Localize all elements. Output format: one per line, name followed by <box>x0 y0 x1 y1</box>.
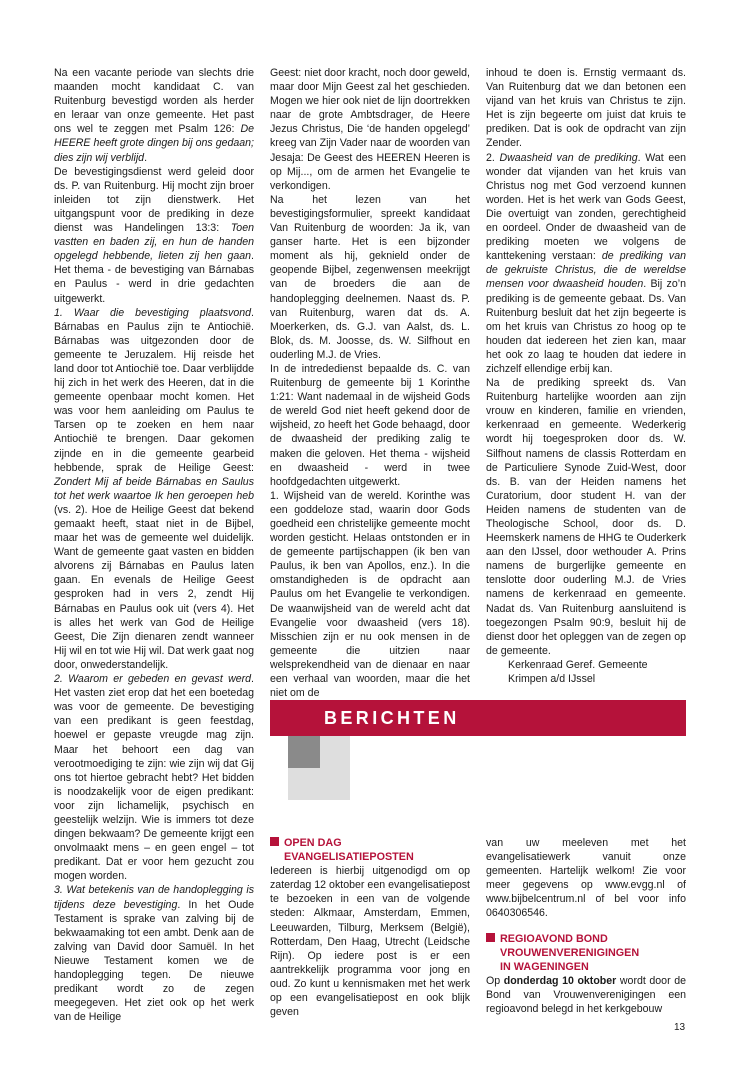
paragraph: 1. Wijsheid van de wereld. Korinthe was een goddeloze stad, waarin door Gods goedheid een christelijke gemeente mocht worden gesticht. Helaas ontstonden er in de gemeente partijschappen (ik ben van Paulus, ik ben van Apollos, enz.). In die omstandigheden is de opdracht aan Paulus om het Evangelie te verkondigen. De waanwijsheid van de wereld acht dat Evangelie voor dwaasheid (vers 18). Misschien zijn er nu ook mensen in de gemeente die uitzien naar welsprekendheid van de dienaar en naar een verhaal van woorden, maar die het niet om de <box>270 489 470 700</box>
decorative-block <box>288 736 320 768</box>
article-column-3 <box>486 66 686 686</box>
decorative-block <box>288 768 320 800</box>
article-column-1 <box>54 66 254 1024</box>
section-title: BERICHTEN <box>324 708 460 728</box>
paragraph: In de intrededienst bepaalde ds. C. van Ruitenburg de gemeente bij 1 Korinthe 1:21: Want nademaal in de wijsheid Gods de wereld God niet heeft gekend door de wijsheid, zo heeft het Gode behaagd, door de dwaasheid der prediking zalig te maken die geloven. Het thema - wijsheid en dwaasheid - werd in twee hoofdgedachten uitgewerkt. <box>270 362 470 488</box>
news-item-regioavond <box>486 836 686 1016</box>
signature-line: Krimpen a/d IJssel <box>508 673 596 686</box>
news-body: van uw meeleven met het evangelisatiewerk vanuit onze gemeenten. Hartelijk welkom! Zie voor meer gegevens op www.evgg.nl of www.bijbelcentrum.nl of bel voor info 0640306546. <box>486 837 686 920</box>
paragraph: 2. Waarom er gebeden en gevast werd. Het vasten ziet erop dat het een boetedag was voor de gemeente. De bevestiging van een predikant is geen feestdag, hoewel er gepaste vreugde mag zijn. Maar het behoort een dag van verootmoediging te zijn: wie zijn wij dat Gij ons tot hiertoe gebracht hebt? Het bidden is noodzakelijk voor de eigen predikant: voor zijn lichamelijk, psychisch en geestelijk welzijn. Wie is immers tot deze dingen bekwaam? De gemeente krijgt een onvolmaakt mens – en geen engel – tot predikant. Dat er voor hem gezucht zou mogen worden. <box>54 673 254 883</box>
decorative-block <box>320 736 350 800</box>
news-heading: OPEN DAG EVANGELISATIEPOSTEN <box>270 836 470 864</box>
paragraph: inhoud te doen is. Ernstig vermaant ds. Van Ruitenburg dat we dan betonen een vijand van het kruis van Christus te zijn. Het is zijn begeerte om juist dat kruis te prediken. Dat is ook de opdracht van zijn Zender. <box>486 67 686 150</box>
paragraph: 2. Dwaasheid van de prediking. Wat een wonder dat vijanden van het kruis van Christus nog met God verzoend kunnen worden. Het is het werk van Gods Geest, Die overtuigt van zonden, gerechtigheid en oordeel. Onder de dwaasheid van de prediking moeten we volgens de kanttekening verstaan: de prediking van de gekruiste Christus, die de wereldse mensen voor dwaasheid houden. Bij zo’n prediking is de gemeente gebaat. Ds. Van Ruitenburg besluit dat het zijn begeerte is om het kruis van Christus zo hoog op te houden dat iedereen het zien kan, maar het ook zo laag te houden dat iedere in zichzelf ellendige erbij kan. <box>486 151 687 375</box>
news-heading: REGIOAVOND BOND VROUWENVERENIGINGEN IN WAGENINGEN <box>486 932 686 974</box>
paragraph: Na een vacante periode van slechts drie maanden mocht kandidaat C. van Ruitenburg bevestigd worden als herder en leraar van onze gemeente. Het past ons wel te zeggen met Psalm 126: De HEERE heeft grote dingen bij ons gedaan; dies zijn wij verblijd. <box>54 67 254 164</box>
article-column-2 <box>270 66 470 700</box>
paragraph: Na het lezen van het bevestigingsformulier, spreekt kandidaat Van Ruitenburg de woorden: Ja ik, van ganser harte. Het is een bijzonder moment als hij, geknield onder de geopende Bijbel, zegenwensen meekrijgt van de broeders die aan de handoplegging deelnemen. Naast ds. P. van Ruitenburg, waren dat ds. A. Moerkerken, ds. G.J. van Aalst, ds. L. Blok, ds. M. Joosse, ds. W. Silfhout en ouderling M.J. de Vries. <box>270 193 470 361</box>
paragraph: 1. Waar die bevestiging plaatsvond. Bárnabas en Paulus zijn te Antiochië. Bárnabas was uitgezonden door de gemeente te Jeruzalem. Hij reisde het land door tot Antiochië toe. Daar verblijdde hij zich in het werk des Heeren, dat in die gemeente openbaar mocht komen. Het was voor hem aanleiding om Paulus te Tarsen op te zoeken en hem naar Antiochië te brengen. Daar gekomen zijnde en in die gemeente gearbeid hebbende, sprak de Heilige Geest: Zondert Mij af beide Bárnabas en Saulus tot het werk waartoe Ik hen geroepen heb (vs. 2). Hoe de Heilige Geest dat bekend gemaakt heeft, staat niet in de Bijbel, maar het was de gemeente wel duidelijk. Want de gemeente gaat vasten en bidden alvorens zij Bárnabas en Paulus laten gaan. En evenals de Heilige Geest gesproken had in vers 2, zendt Hij Bárnabas en Paulus ook uit (vers 4). Het is alles het werk van God de Heilige Geest, Die Zijn dienaren zendt wanneer Hij wil en tot wie Hij wil. Dat werk gaat nog door, onwederstandelijk. <box>54 306 254 671</box>
page-number: 13 <box>674 1022 686 1033</box>
paragraph: Na de prediking spreekt ds. Van Ruitenburg hartelijke woorden aan zijn vrouw en kinderen, familie en vrienden, kerkenraad en gemeente. Wederkerig wordt hij toegesproken door ds. W. Silfhout namens de classis Rotterdam en de Particuliere Synode Zuid-West, door ds. B. van der Heiden namens het Curatorium, door student H. van der Heiden namens de studenten van de Theologische School, door ds. D. Heemskerk namens de HHG te Ouderkerk aan den IJssel, door wethouder A. Prins namens de burgerlijke gemeente en tenslotte door ouderling M.J. de Vries namens de kerkenraad en gemeente. Nadat ds. Van Ruitenburg aansluitend is toegezongen Psalm 90:9, besluit hij de dienst door het opleggen van de zegen op de gemeente. <box>486 377 686 657</box>
paragraph: De bevestigingsdienst werd geleid door ds. P. van Ruitenburg. Hij mocht zijn broer inleiden tot zijn dienstwerk. Het uitgangspunt voor de prediking in deze dienst was Handelingen 13:3: Toen vastten en baden zij, en hun de handen opgelegd hebbende, lieten zij hen gaan. Het thema - de bevestiging van Bárnabas en Paulus - werd in drie gedachten uitgewerkt. <box>54 165 254 305</box>
paragraph: 3. Wat betekenis van de handoplegging is tijdens deze bevestiging. In het Oude Testament is sprake van zalving bij de bekwaamaking tot een ambt. Denk aan de zalving van David door Samuël. In het Nieuwe Testament komen we de handoplegging tegen. De nieuwe predikant wordt zo de zegen meegegeven. Het ziet ook op het werk van de Heilige <box>54 884 254 1024</box>
news-item-open-dag <box>270 836 470 1019</box>
news-body: Iedereen is hierbij uitgenodigd om op zaterdag 12 oktober een evangelisatiepost te bezoeken in een van de volgende steden: Alkmaar, Amsterdam, Emmen, Leeuwarden, Tilburg, Merksem (België), Rotterdam, Den Haag, Utrecht (Leidsche Rijn). Op iedere post is er een aantrekkelijk programma voor jong en oud. Zo kunt u kennismaken met het werk op een evangelisatiepost en ook blijk geven <box>270 865 470 1019</box>
paragraph: Geest: niet door kracht, noch door geweld, maar door Mijn Geest zal het geschieden. Mogen we hier ook niet de lijn doortrekken naar de grote Ambtsdrager, de Heere Jezus Christus, Die ‘de handen opgelegd’ kreeg van Zijn Vader naar de woorden van Jesaja: De Geest des HEEREN Heeren is op Mij..., om de armen het Evangelie te verkondigen. <box>270 67 470 192</box>
bullet-square-icon <box>270 837 279 846</box>
bullet-square-icon <box>486 933 495 942</box>
signature-line: Kerkenraad Geref. Gemeente <box>508 658 648 671</box>
news-body: Op donderdag 10 oktober wordt door de Bond van Vrouwenverenigingen een regioavond belegd in het kerkgebouw <box>486 974 686 1016</box>
